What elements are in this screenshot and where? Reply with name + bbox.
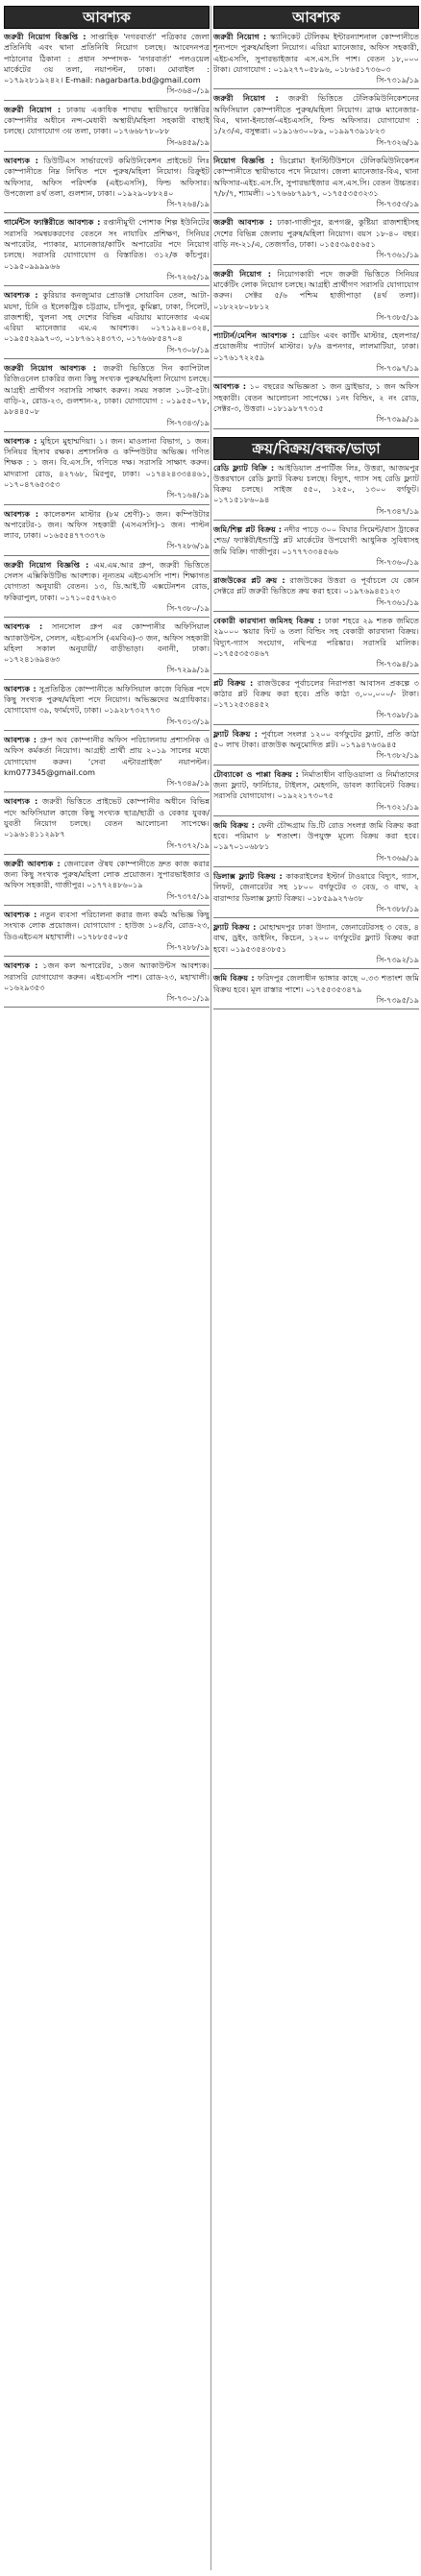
classified-ad bbox=[213, 381, 419, 425]
ad-separator bbox=[4, 617, 210, 618]
ad-title: আবশ্যক : bbox=[4, 734, 37, 744]
ad-body: স্ক্যানিকেট টেলিকম ইন্টারন্যাশনাল কোম্পানীতে শূন্যপদে পুরুষ/মহিলা নিয়োগ। এরিয়া ম্যানেজার, অফিস সহকারী, এইচএসসি, সুপারভাইজার এস.এস.সি পাশ। বেতন ১৮,০০০ টাকা। যোগাযোগ : ০১৯২৭৭০৫৮৯৬, ০১৮৬৫১৭৩৬০৩ bbox=[213, 32, 419, 74]
classified-ad bbox=[4, 509, 210, 552]
ad-code: সি-৭১৬৪/১৯ bbox=[166, 491, 210, 500]
ad-title: আবশ্যক : bbox=[4, 155, 38, 165]
ad-separator bbox=[4, 285, 210, 286]
ad-separator bbox=[4, 854, 210, 855]
ad-code: সি-৭২৬৫/১৯ bbox=[166, 272, 210, 281]
ad-body: রপ্তানীমুখী পোশাক শিল্প ইউনিটের সরাসরি সমন্বয়করণের বেতনে সং নাযারিং প্রশিক্ষণ, সিনিয়র অপারেটর, প্যাকার, ম্যানেজার/কাটিং অপারেটর পদে নিয়োগ চলছে। সরাসরি যোগাযোগ ও বিস্তারিত। ৩১২/ক কাঁচপুর। ০১৯৫০৯৯৯৯৬৬ bbox=[4, 217, 210, 271]
classified-ad bbox=[4, 217, 210, 282]
ad-body: এম.এম.আর গ্রুপ, জরুরী ভিত্তিতে সেলস এক্সিকিউটিভ আবশ্যক। নূন্যতম এইচএসসি পাশ। শিক্ষাগত যোগ্যতা অনুযায়ী বেতন। ১৩, ডি.আই.টি এক্সটেনশন রোড, ফকিরাপুল, ঢাকা। ০১৭১০৫৫৭৬২৩ bbox=[4, 559, 210, 602]
ad-body: রাজউকের পূর্বাচলের নিরাপত্তা আবাসন প্রকল্পে ৩ কাঠার প্লট বিক্রয় করা হবে। প্রতি কাঠা ৩,০০,০০০/- টাকা। ০১৭১২৫৩৪৪৫২ bbox=[213, 677, 419, 710]
classified-ad bbox=[213, 575, 419, 608]
ad-body: কালেকশন মাস্টার (৮ম শ্রেণী)-১ জন। কম্পিউটার অপারেটর-১ জন। অফিস সহকারী (এসএসসি)-১ জন। পাল্টন ল্যাব, ঢাকা। ০১৬৫৫৪৭৭৩৩৭৬ bbox=[4, 508, 210, 541]
ad-title: জরুরী নিয়োগ : bbox=[213, 268, 272, 279]
ad-body: জরুরী ভিত্তিতে দিন ক্যাপিটাল রিজিওনেল চাকরির জন্য কিছু সংখ্যক পুরুষ/মহিলা নিয়োগ চলছে। আগ্রহী প্রার্থীগণ সরাসরি সাক্ষাৎ করুন। সময় সকাল ১০টা-৫টা। বাড়ি-২, রোড-২৩, গুলশান-২, ঢাকা। যোগাযোগ : ০১৯৫৫০৭৮, ৯৮৪৪৫০৮ bbox=[4, 363, 210, 417]
ad-body: ১০ বছরের অভিজ্ঞতা ১ জন ড্রাইভার, ১ জন অফিস সহকারী। বেতন আলোচনা সাপেক্ষে। ১নং বিল্ডিং, ২ নং রোড, সেক্টর-৩, উত্তরা। ০১৮১৯৮৭৭৩১৫ bbox=[213, 381, 419, 413]
classified-ad bbox=[213, 922, 419, 965]
ad-code: সি-৭৩২৬/১৯ bbox=[376, 137, 419, 147]
classified-ad bbox=[4, 560, 210, 614]
ad-body: ডিউটিএস সার্ভারগেট কমিউনিকেশন প্রাইভেট লিঃ কোম্পানীতে নিম্ন লিখিত পদে পুরুষ/মহিলা নিয়োগ। রিক্রুইট অফিসার, অফিস পরিদর্শক (এইচএসসি), ফিল্ড অফিসার। উপজেলা ৪র্থ তলা, গুলশান, ঢাকা। ০১৯২৯০৮৮২৪০ bbox=[4, 155, 210, 198]
ad-body: রাজউকের উত্তরা ও পূর্বাচলে যে কোন সেক্টরে প্লট জরুরী ভিত্তিতে ক্রয় করা হবে। ০১৯৭৬৯৪৫১২৩ bbox=[213, 575, 419, 596]
section-header-wanted-right: আবশ্যক bbox=[213, 6, 419, 29]
ad-title: জরুরী আবশ্যক : bbox=[4, 858, 61, 868]
ad-separator bbox=[213, 326, 419, 327]
ad-code: সি-৭৩৮৫/১৯ bbox=[376, 312, 419, 322]
ad-title: নিয়োগ বিজ্ঞপ্তি : bbox=[213, 155, 274, 165]
ad-title: আবশ্যক : bbox=[4, 796, 38, 807]
left-ads-list bbox=[4, 32, 210, 1008]
ad-separator bbox=[4, 1007, 210, 1008]
ad-code: সি-৭৩৯২/১৯ bbox=[376, 956, 419, 965]
classified-ad bbox=[213, 93, 419, 147]
classified-ad bbox=[4, 363, 210, 428]
ad-body: কাকরাইলের ইস্টার্ন টাওয়ারে বিদ্যুৎ, গ্যাস, লিফট, জেনারেটর সহ ১৮০০ বর্গফুটের ৩ বেড, ৩ বাথ, ২ বারান্দার ডিলাক্স ফ্ল্যাট বিক্রয়। ০১৮৫৯৯২৭৬৩৮ bbox=[213, 871, 420, 903]
ad-separator bbox=[4, 679, 210, 680]
ad-code: সি-৭৩৮২/১৯ bbox=[376, 751, 419, 761]
ad-code: সি-৭৩৬১/১৯ bbox=[376, 597, 419, 607]
ad-separator bbox=[213, 917, 419, 918]
right-column bbox=[213, 6, 419, 1013]
ad-title: ডিলাক্স ফ্ল্যাট বিক্রয় : bbox=[213, 871, 283, 881]
ad-separator bbox=[213, 724, 419, 725]
classified-ad bbox=[4, 684, 210, 727]
classified-ad bbox=[4, 735, 210, 789]
classified-ad bbox=[213, 678, 419, 721]
ad-title: জমি/শিল্প প্লট বিক্রয় : bbox=[213, 523, 282, 534]
ad-code: সি-৭৩১৩/১৯ bbox=[166, 717, 210, 726]
ad-separator bbox=[213, 968, 419, 969]
ad-body: সুপ্রতিষ্ঠিত কোম্পানীতে অফিসিয়াল কাজে বিভিন্ন পদে কিছু সংখ্যক পুরুষ/মহিলা পদে নিয়োগ। অভিজ্ঞদের অগ্রাধিকার। যোগাযোগ ৩৯, ফার্মগেট, ঢাকা। ০১৯২৮৭৩২৭৭৩ bbox=[4, 683, 210, 716]
classified-ad bbox=[4, 910, 210, 953]
classified-ad bbox=[213, 616, 419, 669]
classified-ad bbox=[4, 105, 210, 148]
ad-title: আবশ্যক : bbox=[4, 621, 43, 632]
ad-title: জরুরী নিয়োগ বিজ্ঞপ্তি : bbox=[4, 559, 89, 570]
ad-code: সি-৭৩৯৫/১৯ bbox=[376, 995, 419, 1005]
classified-ad bbox=[213, 463, 419, 517]
ad-title: গার্মেন্টস ফ্যাক্টরীতে আবশ্যক : bbox=[4, 217, 101, 228]
ad-body: নির্মাতাধীন বাড়িওয়ালা ও নির্মাতাদের জন্য ফ্ল্যাট, ফার্নিচার, টাইলস, মেহগনি, ডাবল ক্যাবিনেট বিক্রয়। সরাসরি যোগাযোগ। ০১৯২২১৭৩০৭৫ bbox=[213, 768, 419, 801]
ad-body: পূর্বাচল সংলগ্ন ১২০০ বর্গফুটের ফ্ল্যাট, প্রতি কাঠা ৫০ লাখ টাকা। রাজউক অনুমোদিত প্লট। ০১৭৯৪৭৬৩৯৪৫ bbox=[213, 728, 419, 750]
ad-title: জমি বিক্রয় : bbox=[213, 819, 256, 830]
ad-code: সি-৭৩৬৯/১৯ bbox=[376, 853, 419, 863]
classified-ad bbox=[213, 973, 419, 1006]
ad-code: সি-৬৪৫৯/১৯ bbox=[166, 137, 210, 147]
classified-ad bbox=[213, 729, 419, 762]
ad-separator bbox=[213, 88, 419, 89]
ad-body: নিয়োগকারী পদে জরুরী ভিত্তিতে সিনিয়র মার্কেটিং লোক নিয়োগ চলছে। আগ্রহী প্রার্থীগণ সরাসরি যোগাযোগ করুন। সেক্টর ৫/৬ পশ্চিম হাজীপাড়া (৪র্থ তলা)। ০১৮২২৮০৮৮১২ bbox=[213, 268, 420, 311]
classified-ad bbox=[213, 269, 419, 323]
ad-body: ঢাকা-গাজীপুর, রূপগঞ্জ, কুষ্টিয়া রাজশাহীসহ দেশের বিভিন্ন জেলায় পুরুষ/মহিলা নিয়োগ। বয়স ১৮-৪০ বছর। বাড়ি নং-২১/এ, তেজগাঁও, ঢাকা। ০১৫৫৩৯৫৫৬৫১ bbox=[213, 217, 419, 250]
ad-body: ফেনী চৌদ্দগ্রাম ডি.টি রোড সংলগ্ন জমি বিক্রয় করা হবে। পরিমাণ ৮ শতাংশ। উপযুক্ত মূল্যে বিক্রয় করা হবে। ০১৯৭০১০৬৮৮১ bbox=[213, 819, 419, 852]
ad-code: সি-৭৩৭৫/১৯ bbox=[166, 891, 210, 901]
ad-body: জরুরী ভিত্তিতে টেলিকমিউনিকেশনের অফিসিয়াল কোম্পানীতে পুরুষ/মহিলা নিয়োগ। ব্রাঞ্চ ম্যানেজার-বিএ, থানা-ইনচার্জ-এইচএসসি, ফিল্ড অফিসার। যোগাযোগ : ১/২৩/এ, বসুন্ধরা। ০১৯১৬৩০০৮৯, ০১৯৯৭৩৯১৮২৩ bbox=[213, 93, 419, 136]
ad-body: ফরিদপুর জেলাধীন ভাঙ্গার কাছে ০.৩৩ শতাংশ জমি বিক্রয় হবে। মূল রাস্তার পাশে। ০১৭৫৫৩৫৩৪৭৯ bbox=[213, 973, 419, 994]
ad-separator bbox=[213, 673, 419, 674]
ad-body: মোহাম্মদপুর ঢাকা উদ্যান, জেনারেটরসহ ৩ বেড, ৪ বাথ, ড্রইং, ডাইনিং, কিচেন, ১২০০ বর্গফুটের ফ্ল্যাট বিক্রয় করা হবে। ০১৯৫৩৫৪৩৮৫১ bbox=[213, 922, 419, 954]
ad-code: সি-৭৩৯৮/১৯ bbox=[376, 711, 419, 720]
ad-title: আবশ্যক : bbox=[4, 910, 37, 920]
ad-code: সি-৭৩১৯/১৯ bbox=[376, 76, 419, 85]
ad-title: জমি বিক্রয় : bbox=[213, 973, 255, 984]
ad-title: আবশ্যক : bbox=[4, 960, 38, 971]
ad-code: সি-৭৩৯৭/১৯ bbox=[376, 364, 419, 374]
property-ads-list bbox=[213, 463, 419, 1010]
classified-ad bbox=[4, 156, 210, 209]
classified-ad bbox=[4, 32, 210, 97]
ad-code: সি-৭৩৯৪/১৯ bbox=[376, 660, 419, 669]
ad-title: প্যাটার্ন/মেশিন আবশ্যক : bbox=[213, 330, 295, 341]
ad-separator bbox=[213, 866, 419, 867]
ad-separator bbox=[213, 428, 419, 429]
ad-code: সি-৭৩৬০/১৯ bbox=[376, 557, 419, 567]
left-column bbox=[4, 6, 210, 1011]
ad-title: আবশ্যক : bbox=[4, 290, 38, 301]
column-divider bbox=[210, 6, 211, 2570]
ad-title: জরুরী নিয়োগ আবশ্যক : bbox=[4, 363, 97, 374]
ad-title: রাজউকের প্লট ক্রয় : bbox=[213, 575, 285, 586]
ad-separator bbox=[213, 611, 419, 612]
classified-ad bbox=[213, 217, 419, 260]
ad-code: সি-৭৩৮৮/১৯ bbox=[376, 904, 419, 913]
ad-title: ফ্ল্যাট বিক্রয় : bbox=[213, 728, 258, 739]
ad-separator bbox=[4, 791, 210, 792]
classified-ad bbox=[213, 820, 419, 863]
ad-body: ঢাকা শহরে ২৯ শতক জমিতে ২৯০০০ স্কয়ার ফিট ৬ তলা বিল্ডিং সহ বেকারী কারখানা বিক্রয়। বিদ্যুৎ-গ্যাস সংযোগ, নথিপত্র পরিষ্কার। সরাসরি মালিক। ০১৭৫৫৩৫৩৪৬৭ bbox=[213, 616, 419, 658]
classified-ad bbox=[4, 290, 210, 355]
ad-separator bbox=[4, 151, 210, 152]
ad-code: সি-৭৩০১/১৯ bbox=[166, 994, 210, 1004]
section-header-property: ক্রয়/বিক্রয়/বন্ধক/ভাড়া bbox=[213, 437, 419, 460]
ad-body: ডিপ্লোমা ইনস্টিটিউশনে টেলিকমিউনিকেশন কোম্পানীতে স্থায়ীভাবে পদে নিয়োগ। জেলা ম্যানেজার-বিএ, থানা অফিসার-এইচ.এস.সি, সুপারভাইজার এস.এস.সি। বেতন উচ্চতর। ৭/৮/৭, শ্যামলী। ০১৭৬৬৮৭৯৮৭, ০১৭৫৫৩৫৩২৩১ bbox=[213, 155, 419, 198]
ad-code: সি-৭২৯৯/১৯ bbox=[166, 666, 210, 675]
ad-separator bbox=[213, 815, 419, 816]
classified-ad bbox=[4, 436, 210, 501]
classified-ad bbox=[213, 330, 419, 374]
classified-ad bbox=[213, 769, 419, 813]
ad-title: জরুরী নিয়োগ : bbox=[4, 104, 62, 114]
ad-code: সি-৭৩৪৩/১৯ bbox=[166, 418, 210, 427]
classified-ad bbox=[4, 859, 210, 902]
ad-separator bbox=[213, 151, 419, 152]
ad-separator bbox=[4, 730, 210, 731]
ad-code: সি-৭৩৮০/১৯ bbox=[166, 603, 210, 613]
classified-ad bbox=[213, 524, 419, 568]
ad-separator bbox=[4, 905, 210, 906]
ad-title: ফ্ল্যাট বিক্রয় : bbox=[213, 922, 257, 933]
ad-body: সাপ্তাহিক 'নগরবার্তা' পত্রিকার জেলা প্রতিনিধি এবং থানা প্রতিনিধি নিয়োগ চলছে। আবেদনপত্র পাঠানোর ঠিকানা : প্রধান সম্পাদক- 'নগরবার্তা' পলওয়েল মার্কেটের ৩য় তলা, নয়াপল্টন, ঢাকা। মোবাইল : ০১৭৯২৮১৯২৪২। E-mail: nagarbarta.bd@gmail.com bbox=[4, 32, 210, 85]
ad-code: সি-৭৩৪৯/১৯ bbox=[166, 779, 210, 789]
classified-ad bbox=[213, 871, 419, 914]
ad-code: সি-৭২৮৬/১৯ bbox=[166, 542, 210, 551]
ad-separator bbox=[4, 956, 210, 957]
ad-body: জরুরী ভিত্তিতে প্রাইভেট কোম্পানীর অধীনে বিভিন্ন পদে অফিসিয়াল কাজে কিছু সংখ্যক ছাত্র/ছাত্রী ও বেকার যুবক/যুবতী নিয়োগ চলছে। বেতন আলোচনা সাপেক্ষে। ০১৯৬১৪১১২৯৮৭ bbox=[4, 796, 210, 839]
ad-title: রেডি ফ্ল্যাট বিক্রি : bbox=[213, 462, 275, 473]
ad-code: সি-৭৩৭২/১৯ bbox=[166, 840, 210, 850]
ad-code: সি-৭২৮৮/১৯ bbox=[166, 942, 210, 952]
ad-separator bbox=[4, 212, 210, 213]
ad-separator bbox=[213, 264, 419, 265]
ad-code: সি-৩৬৪০/১৯ bbox=[166, 86, 210, 96]
ad-code: সি-৭২৬৪/১৯ bbox=[166, 200, 210, 209]
ad-title: আবশ্যক : bbox=[4, 683, 37, 693]
ad-code: সি-৭৩০৮/১৯ bbox=[166, 345, 210, 354]
section-header-wanted-left: আবশ্যক bbox=[4, 6, 210, 29]
ad-title: টোব্যাকো ও পাপ্পা বিক্রয় : bbox=[213, 768, 299, 779]
ad-title: প্লট বিক্রয় : bbox=[213, 677, 254, 688]
classified-ad bbox=[213, 156, 419, 209]
ad-body: সানসোল গ্রুপ এর কোম্পানীর অফিসিয়াল অ্যাকাউন্টস, সেলস, এইচএসসি (এমবিএ)-৩ জন, অফিস সহকারী মহিলা সকাল অনুযায়ী/ বাড়ীভাড়া। বনানী, ঢাকা। ০১৭২৪১৬৯৪৬৩ bbox=[4, 621, 210, 665]
ad-code: সি-৭৩২১/১৯ bbox=[376, 802, 419, 812]
ad-separator bbox=[4, 431, 210, 432]
ad-body: ঢাকায় একাধিক শাখায় স্থায়ীভাবে ফ্যাক্টরির কোম্পানীর অধীনে নন্দ-মেধাবী অস্থায়ী/মহিলা সহকারী বাছাই চলছে। যোগাযোগ ৩য় তলা, ঢাকা। ০১৭৬৬৮৭৮০৮৮ bbox=[4, 104, 210, 136]
ad-body: ১জন কল অপারেটর, ১জন অ্যাকাউন্টস আবশ্যক। সরাসরি যোগাযোগ করুন। এইচএসসি পাশ। রোড-২৩, মহাখালী। ০১৬২৯৩৫৩ bbox=[4, 960, 210, 992]
classified-ad bbox=[4, 796, 210, 850]
classified-ad bbox=[4, 960, 210, 1004]
ad-code: সি-৭৩৪৭/১৯ bbox=[376, 506, 419, 516]
ad-title: বেকারী কারখানা জমিসহ বিক্রয় : bbox=[213, 616, 322, 626]
ad-code: সি-৭৩৯৯/১৯ bbox=[376, 415, 419, 425]
ad-body: গ্রুপ অব কোম্পানীর অফিস পরিচালনায় প্রশাসনিক ও অফিস কর্মকর্তা নিয়োগ। আগ্রহী প্রার্থী প্রায় ২০১৯ সালের মধ্যে যোগাযোগ করুন। 'সেবা এন্টারপ্রাইজ' নয়াপল্টন। km077345@gmail.com bbox=[4, 734, 210, 777]
ad-body: কুরিয়ার কনজ্যুমার প্রোডাক্ট সোয়াবিন তেল, আটা-ময়দা, চিনি ও ইলেকট্রিক চট্টগ্রাম, চাঁদপুর, কুমিল্লা, ঢাকা, সিলেট, রাজশাহী, খুলনা সহ দেশের বিভিন্ন এরিয়ায় ম্যানেজার এএম এরিয়া ম্যানেজার এম.এ আবশ্যক। ০১৭১৯২৪০৩২৪, ০১৯৫৫২৯৯৭০৩, ০১৮৭৬১২৪৩৭৩, ০১৭৬৬৮৫৪৭০৪ bbox=[4, 290, 210, 344]
ad-body: গ্রেডিং এবং কার্টিং মাস্টার, হেলপার/প্রয়োজনীয় প্যাটার্ন মাস্টার। ৮/৬ রূপনগর, লালমাটিয়া, ঢাকা। ০১৭৬১৭২২৫৯ bbox=[213, 330, 419, 362]
ad-title: জরুরী নিয়োগ বিজ্ঞপ্তি : bbox=[4, 32, 87, 41]
ad-title: আবশ্যক : bbox=[4, 508, 38, 519]
ad-separator bbox=[4, 504, 210, 505]
ad-separator bbox=[4, 555, 210, 556]
ad-code: সি-৭৩৫৩/১৯ bbox=[376, 200, 419, 209]
classified-ad bbox=[213, 32, 419, 85]
ad-body: নদীর পাড়ে ৩০০ বিঘার সিমেন্ট/বাস ট্রাকের শেড/ ফ্যাক্টরী/ইন্ডাস্ট্রি প্লট মার্কেটের উপযোগী আধুনিক সুবিধাসহ জমি বিক্রি। গাজীপুর। ০১৭৭৭৩৩৪৫৬৬ bbox=[213, 523, 419, 556]
ad-title: জরুরী আবশ্যক : bbox=[213, 217, 273, 228]
ad-title: জরুরী নিয়োগ : bbox=[213, 32, 267, 41]
ad-body: নতুন ব্যবসা পরিচালনা করার জন্য কর্মঠ অভিজ্ঞ কিছু সংখ্যক লোক প্রয়োজন। যোগাযোগ : হাউজ ১০৪/বি, রোড-২৩, ডিওএইচএস মহাখালী। ০১৭৮৮৫৫০৮৫ bbox=[4, 910, 210, 941]
ad-title: জরুরী নিয়োগ : bbox=[213, 93, 279, 104]
ad-title: আবশ্যক : bbox=[213, 381, 247, 392]
ad-separator bbox=[4, 100, 210, 101]
ad-body: জেনারেল ঔষধ কোম্পানীতে দ্রুত কাজ করার জন্য কিছু সংখ্যক পুরুষ/মহিলা লোক প্রয়োজন। সুপারভাইজার ও অফিস সহকারী, গাজীপুর। ০১৭৭২৪৮৬০১৯ bbox=[4, 858, 210, 890]
ad-code: সি-৭৩৬১/১৯ bbox=[376, 251, 419, 260]
ad-body: মুহিনে মুহাম্মদিয়া। ১। জন। মাওলানা বিভাগ, ১ জন। সিনিয়র হিসাব রক্ষক। প্রশাসনিক ও কম্পিউটার অভিজ্ঞ। গণিত শিক্ষক : ১ জন। বি.এস.সি, গণিতে দক্ষ। সরাসরি সাক্ষাৎ করুন। মাদরাসা রোড, ৪২৭৬৮, মিরপুর, ঢাকা। ০১৭৪২৪৩৩৪৪৬১, ০১৭০৪৭৬৫৩৫৩ bbox=[4, 435, 210, 489]
ad-title: আবশ্যক : bbox=[4, 435, 37, 446]
classified-ad bbox=[4, 621, 210, 675]
ad-separator bbox=[213, 520, 419, 521]
ad-body: আইডিয়াল প্রপার্টিজ লিঃ, উত্তরা, আজমপুর উত্তরখানে রেডি ফ্ল্যাট বিক্রয় চলছে। বিদ্যুৎ, গ্যাস সহ রেডি ফ্ল্যাট বিক্রয় চলছে। সাইজ ৫৫০, ১২৫০, ১৩০০ বর্গফুট। ০১৭১৫১৮৬০৯৪ bbox=[213, 462, 420, 505]
ad-separator bbox=[213, 212, 419, 213]
right-ads-list bbox=[213, 32, 419, 429]
ad-separator bbox=[4, 358, 210, 359]
ad-separator bbox=[213, 765, 419, 766]
